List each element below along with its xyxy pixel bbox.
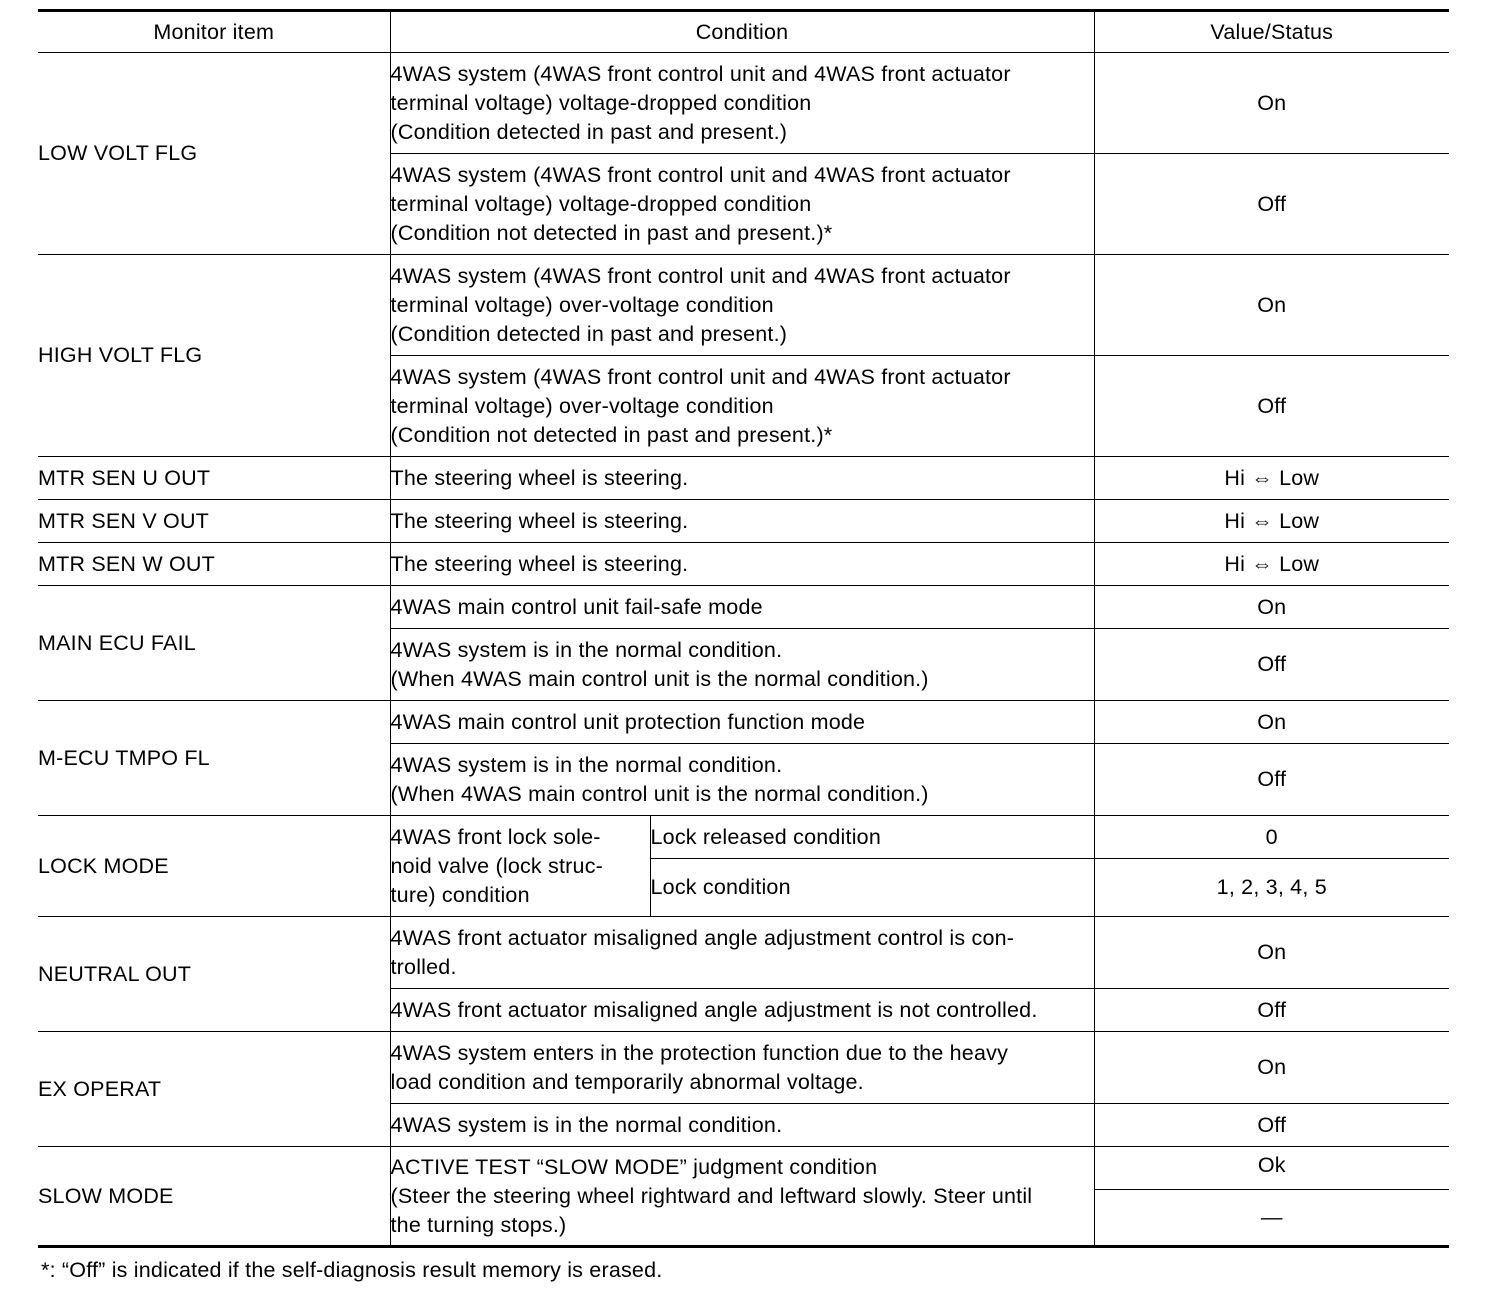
table-row (38, 500, 1449, 543)
value-cell: Ok (1094, 1147, 1449, 1190)
value-cell: On (1094, 255, 1449, 356)
condition-cell: The steering wheel is steering. (390, 457, 1094, 500)
value-cell: 0 (1094, 816, 1449, 859)
condition-cell: 4WAS system enters in the protection function due to the heavy load condition and temporarily abnormal voltage. (390, 1032, 1094, 1104)
condition-cell: 4WAS system is in the normal condition. (390, 1104, 1094, 1147)
value-cell: Hi ⇔ Low (1094, 500, 1449, 543)
condition-cell: 4WAS system is in the normal condition. (When 4WAS main control unit is the normal condition.) (390, 629, 1094, 701)
monitor-table (38, 9, 1449, 1248)
value-cell: — (1094, 1190, 1449, 1247)
condition-cell: The steering wheel is steering. (390, 500, 1094, 543)
header-monitor-item: Monitor item (38, 11, 390, 53)
condition-cell: ACTIVE TEST “SLOW MODE” judgment condition (Steer the steering wheel rightward and leftward slowly. Steer until the turning stops.) (390, 1147, 1094, 1247)
table-row (38, 586, 1449, 629)
condition-cell: 4WAS system is in the normal condition. (When 4WAS main control unit is the normal condition.) (390, 744, 1094, 816)
header-value-status: Value/Status (1094, 11, 1449, 53)
table-row (38, 53, 1449, 154)
value-cell: Hi ⇔ Low (1094, 543, 1449, 586)
monitor-item-mtr-sen-v-out: MTR SEN V OUT (38, 500, 390, 543)
monitor-item-mtr-sen-w-out: MTR SEN W OUT (38, 543, 390, 586)
monitor-item-mtr-sen-u-out: MTR SEN U OUT (38, 457, 390, 500)
monitor-item-lock-mode: LOCK MODE (38, 816, 390, 917)
sub-condition-cell: Lock released condition (650, 816, 1094, 859)
value-cell: Hi ⇔ Low (1094, 457, 1449, 500)
footnote: *: “Off” is indicated if the self-diagnosis result memory is erased. (41, 1258, 663, 1282)
condition-cell: The steering wheel is steering. (390, 543, 1094, 586)
table-row (38, 1147, 1449, 1190)
header-row (38, 11, 1449, 53)
value-cell: 1, 2, 3, 4, 5 (1094, 859, 1449, 917)
sub-condition-cell: Lock condition (650, 859, 1094, 917)
value-cell: Off (1094, 1104, 1449, 1147)
condition-cell: 4WAS system (4WAS front control unit and 4WAS front actuator terminal voltage) over-voltage condition (Condition not detected in past and present.)* (390, 356, 1094, 457)
table-row (38, 701, 1449, 744)
value-cell: On (1094, 701, 1449, 744)
monitor-item-neutral-out: NEUTRAL OUT (38, 917, 390, 1032)
value-cell: Off (1094, 744, 1449, 816)
monitor-item-main-ecu-fail: MAIN ECU FAIL (38, 586, 390, 701)
condition-cell: 4WAS front actuator misaligned angle adjustment is not controlled. (390, 989, 1094, 1032)
monitor-item-high-volt-flg: HIGH VOLT FLG (38, 255, 390, 457)
value-cell: Off (1094, 629, 1449, 701)
value-cell: Off (1094, 989, 1449, 1032)
monitor-item-m-ecu-tmpo-fl: M-ECU TMPO FL (38, 701, 390, 816)
header-condition: Condition (390, 11, 1094, 53)
condition-cell: 4WAS system (4WAS front control unit and 4WAS front actuator terminal voltage) voltage-dropped condition (Condition detected in past and present.) (390, 53, 1094, 154)
value-cell: On (1094, 53, 1449, 154)
monitor-item-low-volt-flg: LOW VOLT FLG (38, 53, 390, 255)
table-row (38, 1032, 1449, 1104)
value-cell: On (1094, 586, 1449, 629)
condition-cell: 4WAS main control unit fail-safe mode (390, 586, 1094, 629)
condition-cell: 4WAS system (4WAS front control unit and 4WAS front actuator terminal voltage) voltage-dropped condition (Condition not detected in past and present.)* (390, 154, 1094, 255)
value-cell: On (1094, 1032, 1449, 1104)
value-cell: Off (1094, 356, 1449, 457)
condition-cell: 4WAS system (4WAS front control unit and 4WAS front actuator terminal voltage) over-voltage condition (Condition detected in past and present.) (390, 255, 1094, 356)
table-row (38, 457, 1449, 500)
table-row (38, 816, 1449, 859)
monitor-item-slow-mode: SLOW MODE (38, 1147, 390, 1247)
value-cell: On (1094, 917, 1449, 989)
table-row (38, 543, 1449, 586)
table-row (38, 255, 1449, 356)
condition-cell: 4WAS main control unit protection function mode (390, 701, 1094, 744)
monitor-item-ex-operat: EX OPERAT (38, 1032, 390, 1147)
table-row (38, 917, 1449, 989)
value-cell: Off (1094, 154, 1449, 255)
condition-cell: 4WAS front actuator misaligned angle adjustment control is con- trolled. (390, 917, 1094, 989)
condition-cell: 4WAS front lock sole- noid valve (lock struc- ture) condition (390, 816, 650, 917)
